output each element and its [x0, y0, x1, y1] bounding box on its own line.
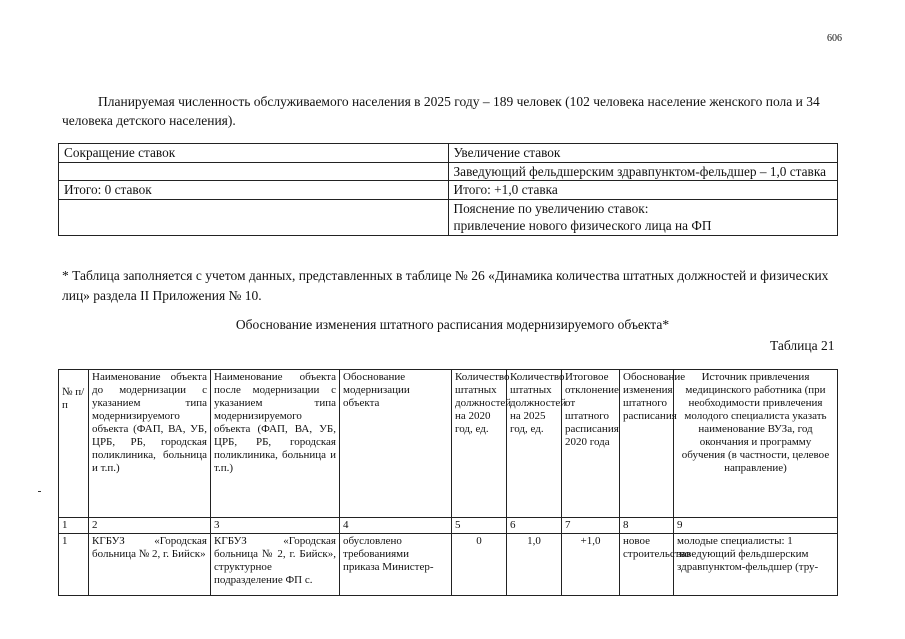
header-source: Источник привлечения медицинского работника (при необходимости привлечения молодого специалиста указать наименование ВУЗа, год окончания и программу обучения (в частности, целевое направление) — [674, 370, 838, 518]
increase-header: Увеличение ставок — [448, 144, 838, 163]
population-paragraph: Планируемая численность обслуживаемого населения в 2025 году – 189 человек (102 человека население женского пола и 34 человека детского населения). — [62, 94, 820, 128]
row-before: КГБУЗ «Городская больница № 2, г. Бийск» — [89, 534, 211, 596]
col-number: 6 — [507, 518, 562, 534]
header-after: Наименование объекта после модернизации с указанием типа модернизируемого объекта (ФАП, ВА, УБ, ЦРБ, РБ, городская поликлиника, больница и т.п.) — [211, 370, 340, 518]
col-number: 9 — [674, 518, 838, 534]
scan-speck — [38, 491, 41, 492]
header-staff-2020: Количество штатных должностей на 2020 год, ед. — [452, 370, 507, 518]
row-staff-2025: 1,0 — [507, 534, 562, 596]
header-before: Наименование объекта до модернизации с указанием типа модернизируемого объекта (ФАП, ВА, УБ, ЦРБ, РБ, городская поликлиника, больница и т.п.) — [89, 370, 211, 518]
reduce-explanation — [59, 199, 449, 235]
header-staff-2025: Количество штатных должностей на 2025 год, ед. — [507, 370, 562, 518]
col-number: 1 — [59, 518, 89, 534]
header-num: № п/п — [59, 370, 89, 518]
reduce-cell — [59, 162, 449, 181]
row-reason: обусловлено требованиями приказа Министер- — [340, 534, 452, 596]
increase-explanation — [448, 199, 838, 235]
table-label: Таблица 21 — [770, 338, 835, 353]
row-staff-2020: 0 — [452, 534, 507, 596]
footnote: * Таблица заполняется с учетом данных, представленных в таблице № 26 «Динамика количества штатных должностей и физических лиц» раздела II Приложения № 10. — [62, 268, 829, 303]
header-reason: Обоснование модернизации объекта — [340, 370, 452, 518]
col-number: 7 — [562, 518, 620, 534]
col-number: 4 — [340, 518, 452, 534]
row-after: КГБУЗ «Городская больница № 2, г. Бийск», структурное подразделение ФП с. — [211, 534, 340, 596]
row-num: 1 — [59, 534, 89, 596]
explanation-text: привлечение нового физического лица на ФП — [453, 218, 712, 233]
explanation-title: Пояснение по увеличению ставок: — [453, 200, 649, 216]
col-number: 2 — [89, 518, 211, 534]
row-deviation: +1,0 — [562, 534, 620, 596]
page-number: 606 — [827, 33, 842, 44]
justification-table — [58, 369, 838, 596]
reduce-total: Итого: 0 ставок — [59, 181, 449, 200]
col-number: 5 — [452, 518, 507, 534]
reduce-header: Сокращение ставок — [59, 144, 449, 163]
header-deviation: Итоговое отклонение от штатного расписания 2020 года — [562, 370, 620, 518]
row-change-reason: новое строительство — [620, 534, 674, 596]
section-title: Обоснование изменения штатного расписания модернизируемого объекта* — [235, 317, 670, 332]
row-source: молодые специалисты: 1 заведующий фельдшерским здравпунктом-фельдшер (тру- — [674, 534, 838, 596]
col-number: 8 — [620, 518, 674, 534]
increase-total: Итого: +1,0 ставка — [448, 181, 838, 200]
staff-change-table — [58, 143, 838, 236]
increase-cell: Заведующий фельдшерским здравпунктом-фельдшер – 1,0 ставка — [448, 162, 838, 181]
header-change-reason: Обоснование изменения штатного расписания — [620, 370, 674, 518]
col-number: 3 — [211, 518, 340, 534]
